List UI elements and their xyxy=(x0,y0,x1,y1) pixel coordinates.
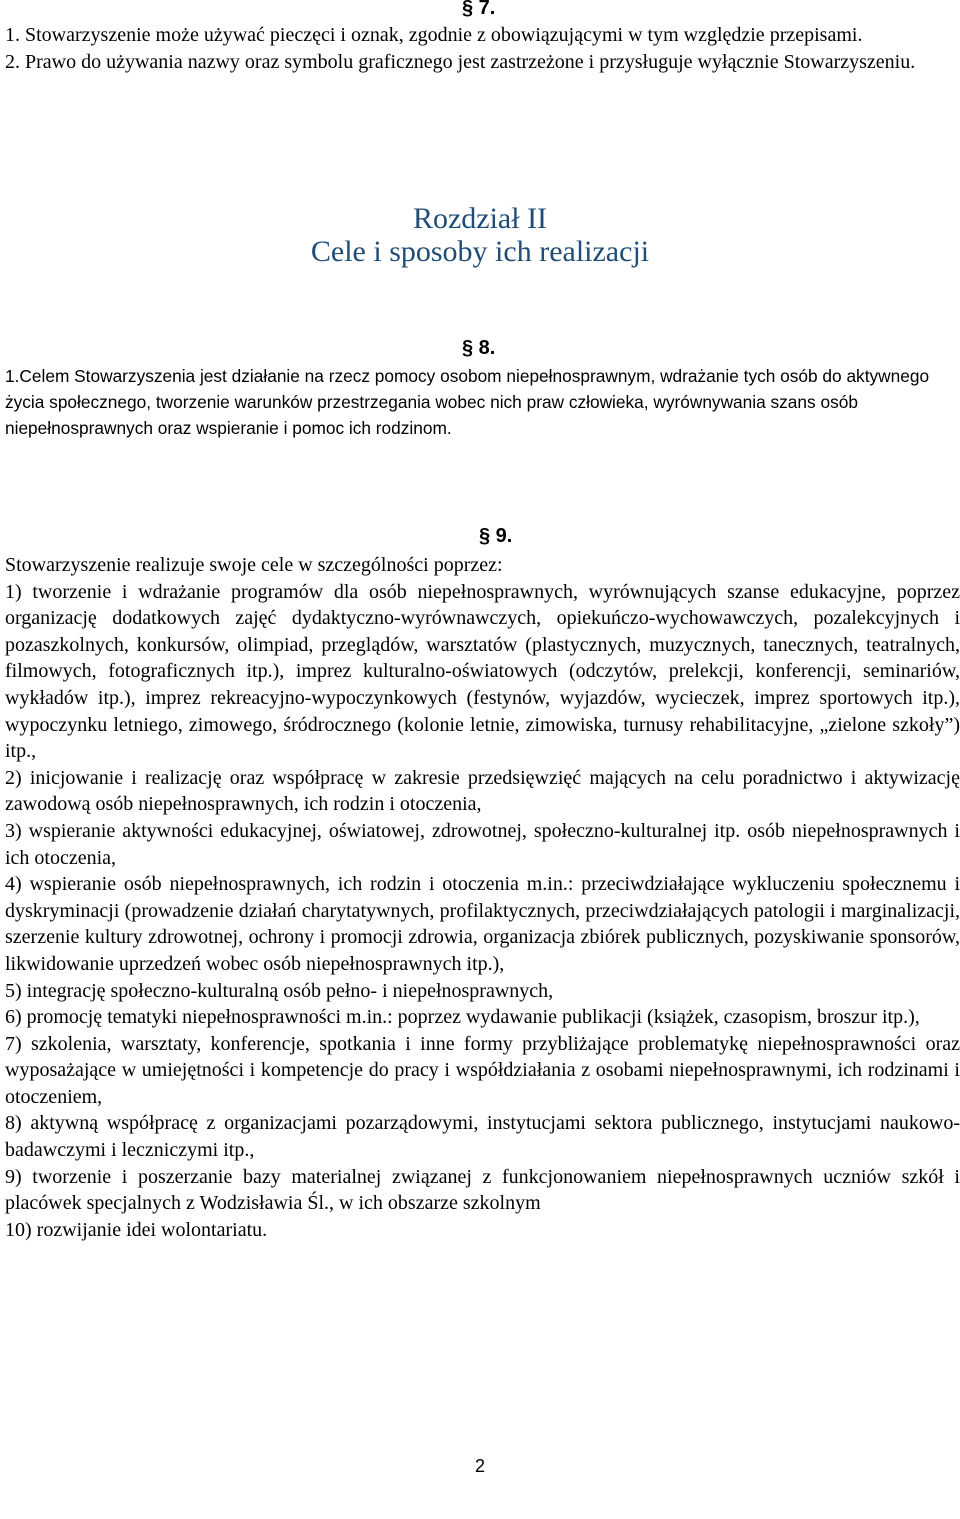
list-item: 10) rozwijanie idei wolontariatu. xyxy=(5,1218,268,1241)
list-item: 6) promocję tematyki niepełnosprawności m.in.: poprzez wydawanie publikacji (książek, czasopism, broszur itp.), xyxy=(5,1006,920,1029)
section-9-intro: Stowarzyszenie realizuje swoje cele w szczególności poprzez: xyxy=(5,554,503,576)
section-8-heading: § 8. xyxy=(462,337,496,359)
page-number: 2 xyxy=(474,1456,485,1476)
chapter-title: Rozdział II xyxy=(412,202,548,235)
section-9-body xyxy=(5,552,960,1243)
section-7-point-1: 1. Stowarzyszenie może używać pieczęci i oznak, zgodnie z obowiązującymi w tym względzie przepisami. xyxy=(5,24,863,46)
section-7-heading: § 7. xyxy=(462,0,496,19)
list-item: 7) szkolenia, warsztaty, konferencje, spotkania i inne formy przybliżające problematykę niepełnosprawności oraz wyposażające w umiejętności i kompetencje do pracy i współdziałania z osobami niepełnosprawnymi, ich rodzinami i otoczeniem, xyxy=(5,1032,960,1108)
section-7-point-2: 2. Prawo do używania nazwy oraz symbolu graficznego jest zastrzeżone i przysługuje wyłącznie Stowarzyszeniu. xyxy=(5,50,916,73)
list-item: 2) inicjowanie i realizację oraz współpracę w zakresie przedsięwzięć mających na celu poradnictwo i aktywizację zawodową osób niepełnosprawnych, ich rodzin i otoczenia, xyxy=(5,766,960,816)
list-item: 5) integrację społeczno-kulturalną osób pełno- i niepełnosprawnych, xyxy=(5,979,554,1002)
chapter-subtitle: Cele i sposoby ich realizacji xyxy=(310,235,650,268)
list-item: 3) wspieranie aktywności edukacyjnej, oświatowej, zdrowotnej, społeczno-kulturalnej itp. osób niepełnosprawnych i ich otoczenia, xyxy=(5,819,960,869)
section-9-list xyxy=(5,579,960,1244)
section-8-body: 1.Celem Stowarzyszenia jest działanie na rzecz pomocy osobom niepełnosprawnym, wdrażanie tych osób do aktywnego życia społecznego, tworzenie warunków przestrzegania wobec nich praw człowieka, wyrównywania szans osób niepełnosprawnych oraz wspieranie i pomoc ich rodzinom. xyxy=(5,366,930,438)
list-item: 8) aktywną współpracę z organizacjami pozarządowymi, instytucjami sektora publicznego, instytucjami naukowo-badawczymi i leczniczymi itp., xyxy=(5,1112,960,1162)
list-item: 1) tworzenie i wdrażanie programów dla osób niepełnosprawnych, wyrównujących szanse edukacyjne, poprzez organizację dodatkowych zajęć dydaktyczno-wyrównawczych, opiekuńczo-wychowawczych, pozalekcyjnych i pozaszkolnych, konkursów, olimpiad, przeglądów, warsztatów (plastycznych, muzycznych, tanecznych, teatralnych, filmowych, fotograficznych itp.), imprez kulturalno-oświatowych (odczytów, prelekcji, konferencji, seminariów, wykładów itp.), imprez rekreacyjno-wypoczynkowych (festynów, wyjazdów, wycieczek, imprez sportowych itp.), wypoczynku letniego, zimowego, śródrocznego (kolonie letnie, zimowiska, turnusy rehabilitacyjne, „zielone szkoły”) itp., xyxy=(5,580,960,763)
list-item: 4) wspieranie osób niepełnosprawnych, ich rodzin i otoczenia m.in.: przeciwdziałające wykluczeniu społecznemu i dyskryminacji (prowadzenie działań charytatywnych, profilaktycznych, przeciwdziałających patologii i marginalizacji, szerzenie kultury zdrowotnej, ochrony i promocji zdrowia, organizacja zbiórek publicznych, pozyskiwanie sponsorów, likwidowanie uprzedzeń wobec osób niepełnosprawnych itp.), xyxy=(5,873,960,975)
list-item: 9) tworzenie i poszerzanie bazy materialnej związanej z funkcjonowaniem niepełnosprawnych uczniów szkół i placówek specjalnych z Wodzisławia Śl., w ich obszarze szkolnym xyxy=(5,1165,960,1215)
section-9-heading: § 9. xyxy=(479,525,513,547)
section-7-body xyxy=(5,22,960,75)
